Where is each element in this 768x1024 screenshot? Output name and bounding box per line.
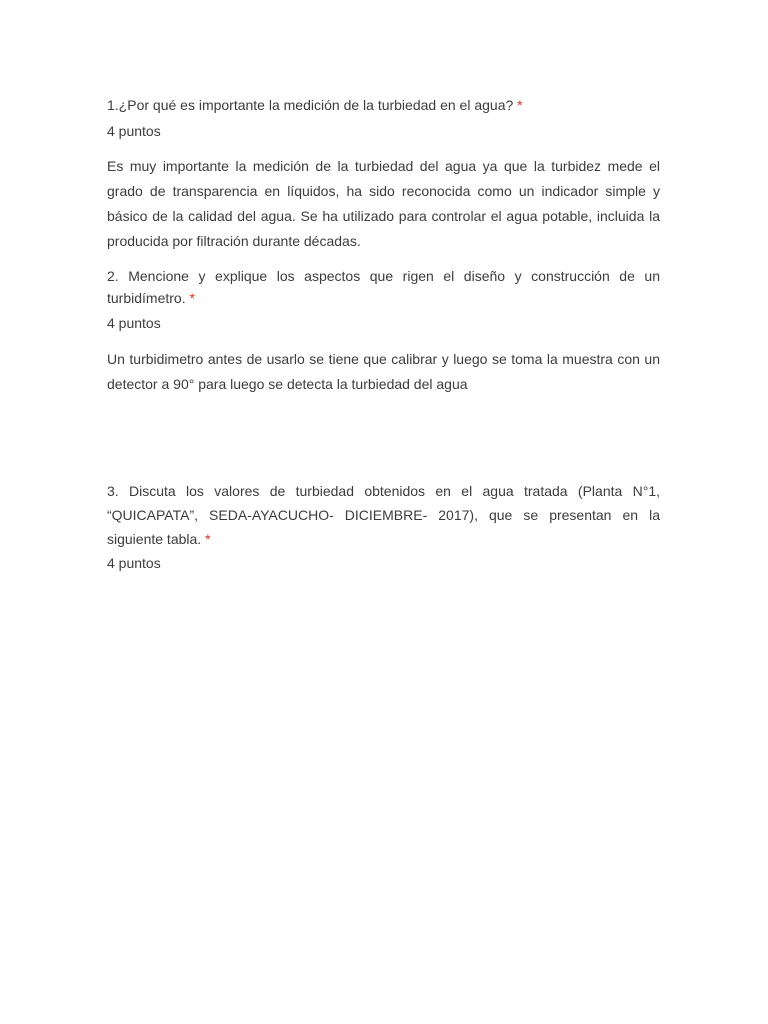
question-3-text: 3. Discuta los valores de turbiedad obtenidos en el agua tratada (Planta N°1, “QUICAPATA”, SEDA-AYACUCHO- DICIEMBRE- 2017), que se presentan en la siguiente tabla. <box>107 483 660 547</box>
question-2-title <box>107 265 660 309</box>
required-mark: * <box>205 531 211 547</box>
question-3 <box>107 479 660 574</box>
question-3-points: 4 puntos <box>107 555 161 571</box>
question-1-text: 1.¿Por qué es importante la medición de la turbiedad en el agua? <box>107 97 514 113</box>
question-2-text: 2. Mencione y explique los aspectos que rigen el diseño y construcción de un turbidímetro. <box>107 268 660 306</box>
question-1-answer: Es muy importante la medición de la turbiedad del agua ya que la turbidez mede el grado de transparencia en líquidos, ha sido reconocida como un indicador simple y básico de la calidad del agua. Se ha utilizado para controlar el agua potable, incluida la producida por filtración durante décadas. <box>107 158 660 249</box>
question-1-points: 4 puntos <box>107 123 161 139</box>
question-2 <box>107 265 660 334</box>
question-1-title <box>107 94 660 116</box>
question-3-title <box>107 479 660 551</box>
required-mark: * <box>517 97 523 113</box>
question-2-points: 4 puntos <box>107 315 161 331</box>
question-1 <box>107 94 660 142</box>
question-2-answer: Un turbidimetro antes de usarlo se tiene que calibrar y luego se toma la muestra con un detector a 90° para luego se detecta la turbiedad del agua <box>107 351 660 392</box>
required-mark: * <box>189 290 195 306</box>
